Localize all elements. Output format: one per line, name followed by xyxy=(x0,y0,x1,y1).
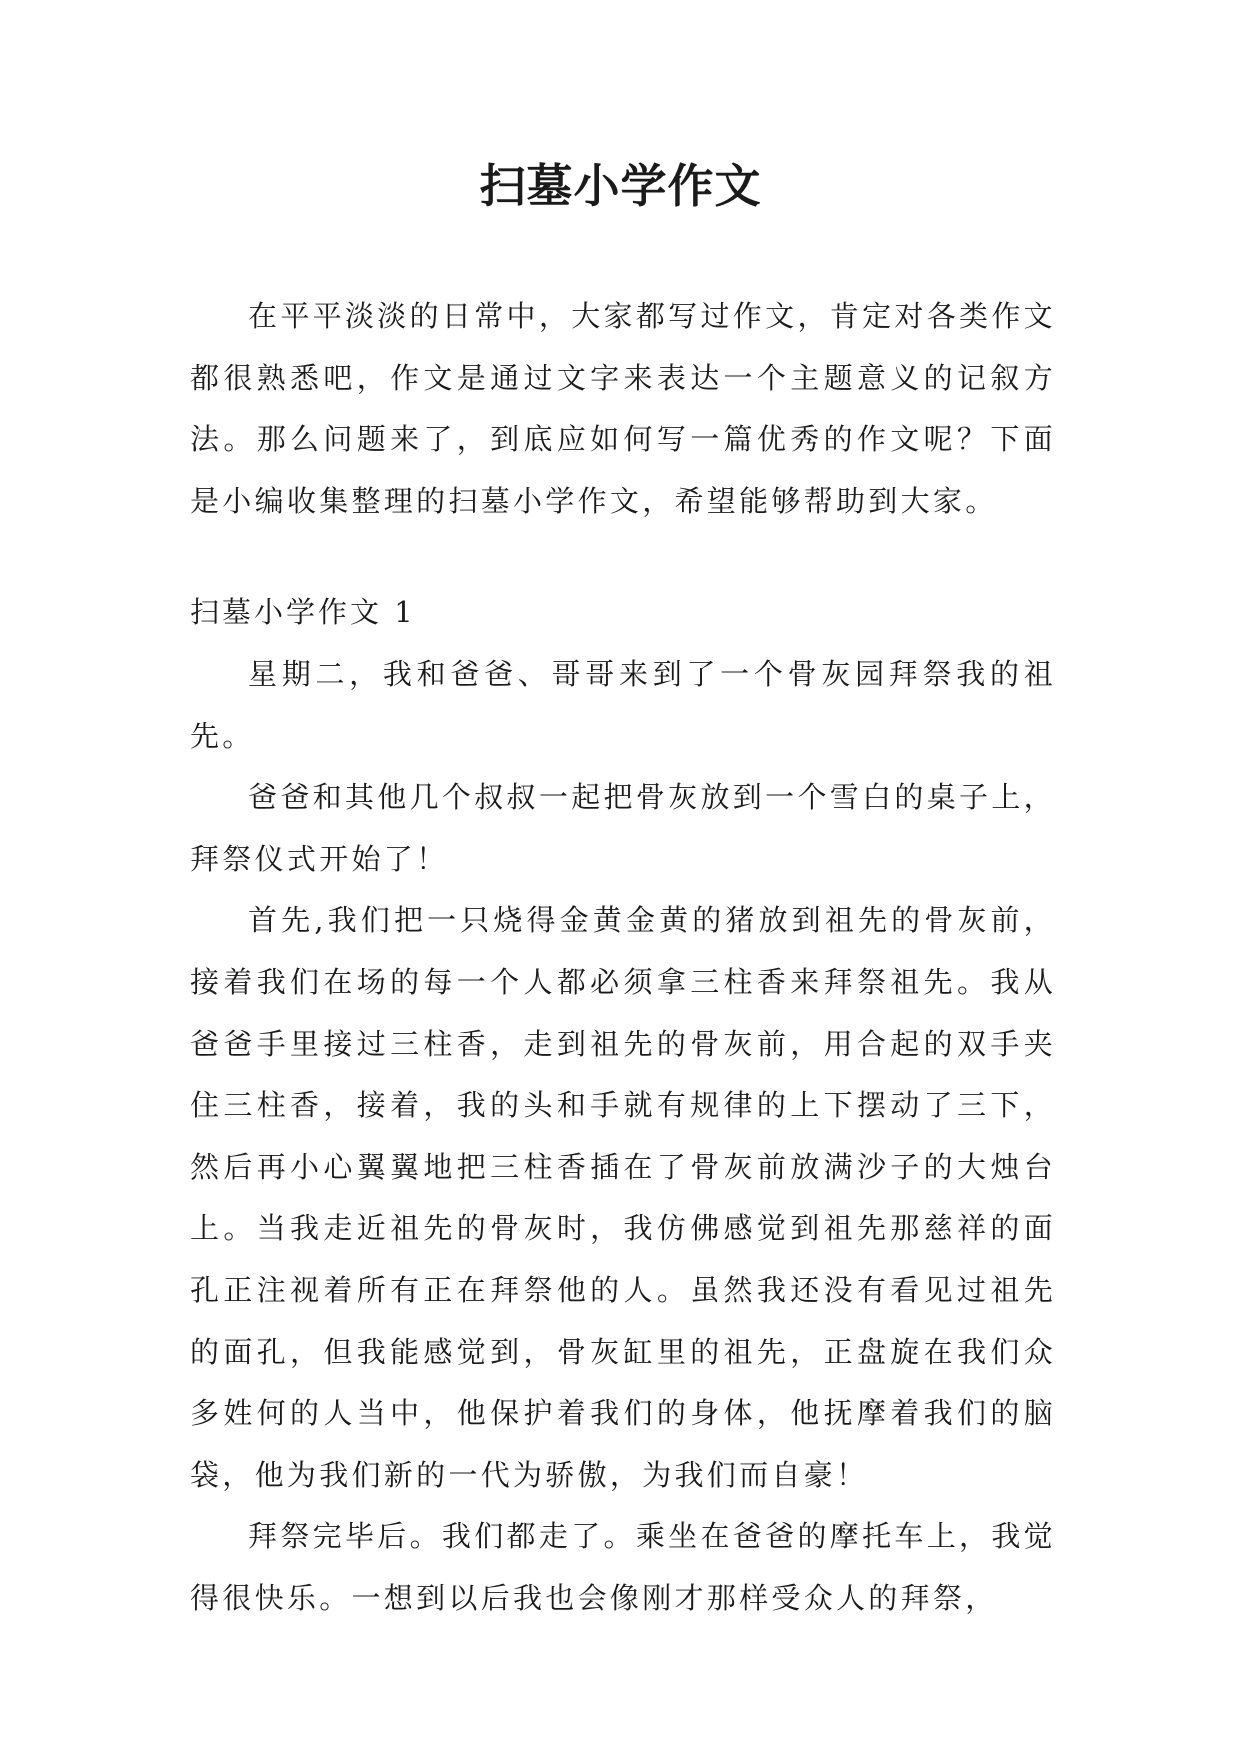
document-body xyxy=(190,286,1056,1629)
body-paragraph: 首先,我们把一只烧得金黄金黄的猪放到祖先的骨灰前，接着我们在场的每一个人都必须拿三柱香来拜祭祖先。我从爸爸手里接过三柱香，走到祖先的骨灰前，用合起的双手夹住三柱香，接着，我的头和手就有规律的上下摆动了三下，然后再小心翼翼地把三柱香插在了骨灰前放满沙子的大烛台上。当我走近祖先的骨灰时，我仿佛感觉到祖先那慈祥的面孔正注视着所有正在拜祭他的人。虽然我还没有看见过祖先的面孔，但我能感觉到，骨灰缸里的祖先，正盘旋在我们众多姓何的人当中，他保护着我们的身体，他抚摩着我们的脑袋，他为我们新的一代为骄傲，为我们而自豪！ xyxy=(190,903,1056,1492)
body-paragraph: 爸爸和其他几个叔叔一起把骨灰放到一个雪白的桌子上，拜祭仪式开始了！ xyxy=(190,780,1056,876)
section-heading: 扫墓小学作文 1 xyxy=(190,595,416,630)
body-paragraph: 星期二，我和爸爸、哥哥来到了一个骨灰园拜祭我的祖先。 xyxy=(190,656,1056,753)
body-paragraph: 拜祭完毕后。我们都走了。乘坐在爸爸的摩托车上，我觉得很快乐。一想到以后我也会像刚才那样受众人的拜祭， xyxy=(190,1519,1056,1615)
document-title: 扫墓小学作文 xyxy=(479,159,762,213)
intro-paragraph: 在平平淡淡的日常中，大家都写过作文，肯定对各类作文都很熟悉吧，作文是通过文字来表达一个主题意义的记叙方法。那么问题来了，到底应如何写一篇优秀的作文呢？下面是小编收集整理的扫墓小学作文，希望能够帮助到大家。 xyxy=(190,299,1056,518)
